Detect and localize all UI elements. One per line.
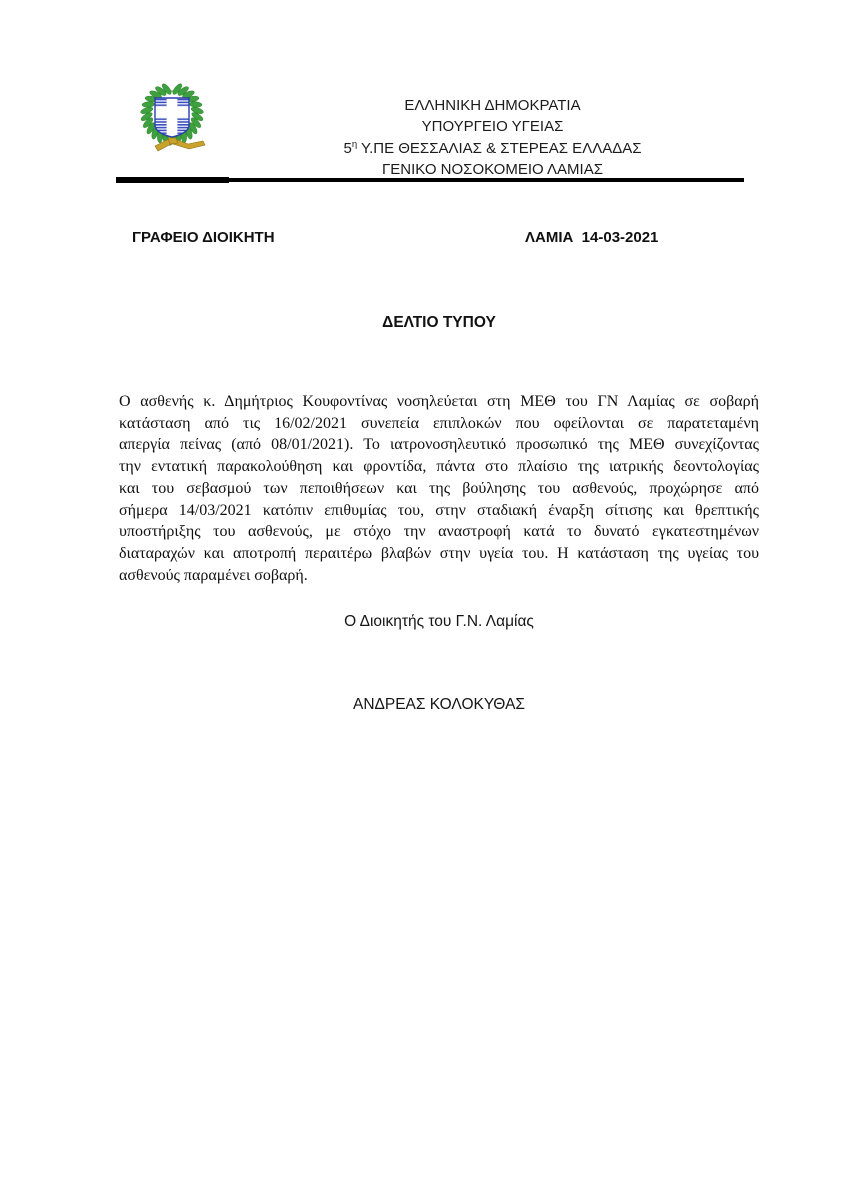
body-line: διαταραχών και αποτροπή περαιτέρω βλαβών στην υγεία του. Η κατάσταση της υγείας του — [119, 544, 759, 562]
body-line: ασθενούς παραμένει σοβαρή. — [119, 566, 308, 584]
superscript-eta: η — [351, 138, 358, 150]
body-line: την εντατική παρακολούθηση και φροντίδα, πάντα στο πλαίσιο της ιατρικής δεοντολογίας — [119, 458, 759, 476]
letterhead-line-hospital: ΓΕΝΙΚΟ ΝΟΣΟΚΟΜΕΙΟ ΛΑΜΙΑΣ — [382, 160, 603, 178]
signature-name: ΑΝΔΡΕΑΣ ΚΟΛΟΚΥΘΑΣ — [352, 696, 525, 713]
letterhead-line-ministry: ΥΠΟΥΡΓΕΙΟ ΥΓΕΙΑΣ — [421, 118, 564, 136]
header-divider-left-segment — [116, 177, 229, 183]
letterhead — [240, 95, 745, 180]
letterhead-line-region: $5^\eta$ Υ.ΠΕ ΘΕΣΣΑΛΙΑΣ & ΣΤΕΡΕΑΣ ΕΛΛΑΔΑΣ — [343, 138, 642, 157]
body-line: κατάσταση από τις 16/02/2021 συνεπεία επιπλοκών που οφείλονται σε παρατεταμένη — [119, 414, 759, 432]
press-release-title: ΔΕΛΤΙΟ ΤΥΠΟΥ — [382, 314, 496, 331]
body-line: υποστήριξης του ασθενούς, με στόχο την αναστροφή κατά το δυνατό εγκατεστημένων — [119, 523, 759, 541]
office-label: ΓΡΑΦΕΙΟ ΔΙΟΙΚΗΤΗ — [132, 229, 275, 246]
greek-national-emblem-icon — [136, 82, 208, 159]
body-line: Ο ασθενής κ. Δημήτριος Κουφοντίνας νοσηλεύεται στη ΜΕΘ του ΓΝ Λαμίας σε σοβαρή — [119, 393, 759, 410]
place-date: ΛΑΜΙΑ 14-03-2021 — [525, 229, 659, 246]
body-line: σήμερα 14/03/2021 κατόπιν επιθυμίας του, στην σταδιακή έναρξη σίτισης και θρεπτικής — [119, 501, 759, 519]
body-line: απεργία πείνας (από 08/01/2021). Το ιατρονοσηλευτικό προσωπικό της ΜΕΘ συνεχίζοντας — [119, 436, 759, 454]
body-line: και του σεβασμού των πεποιθήσεων και της βούλησης του ασθενούς, προχώρησε από — [119, 479, 759, 497]
signature-role: Ο Διοικητής του Γ.Ν. Λαμίας — [344, 613, 534, 630]
press-release-body — [119, 391, 759, 586]
letterhead-line-republic: ΕΛΛΗΝΙΚΗ ΔΗΜΟΚΡΑΤΙΑ — [404, 97, 581, 114]
